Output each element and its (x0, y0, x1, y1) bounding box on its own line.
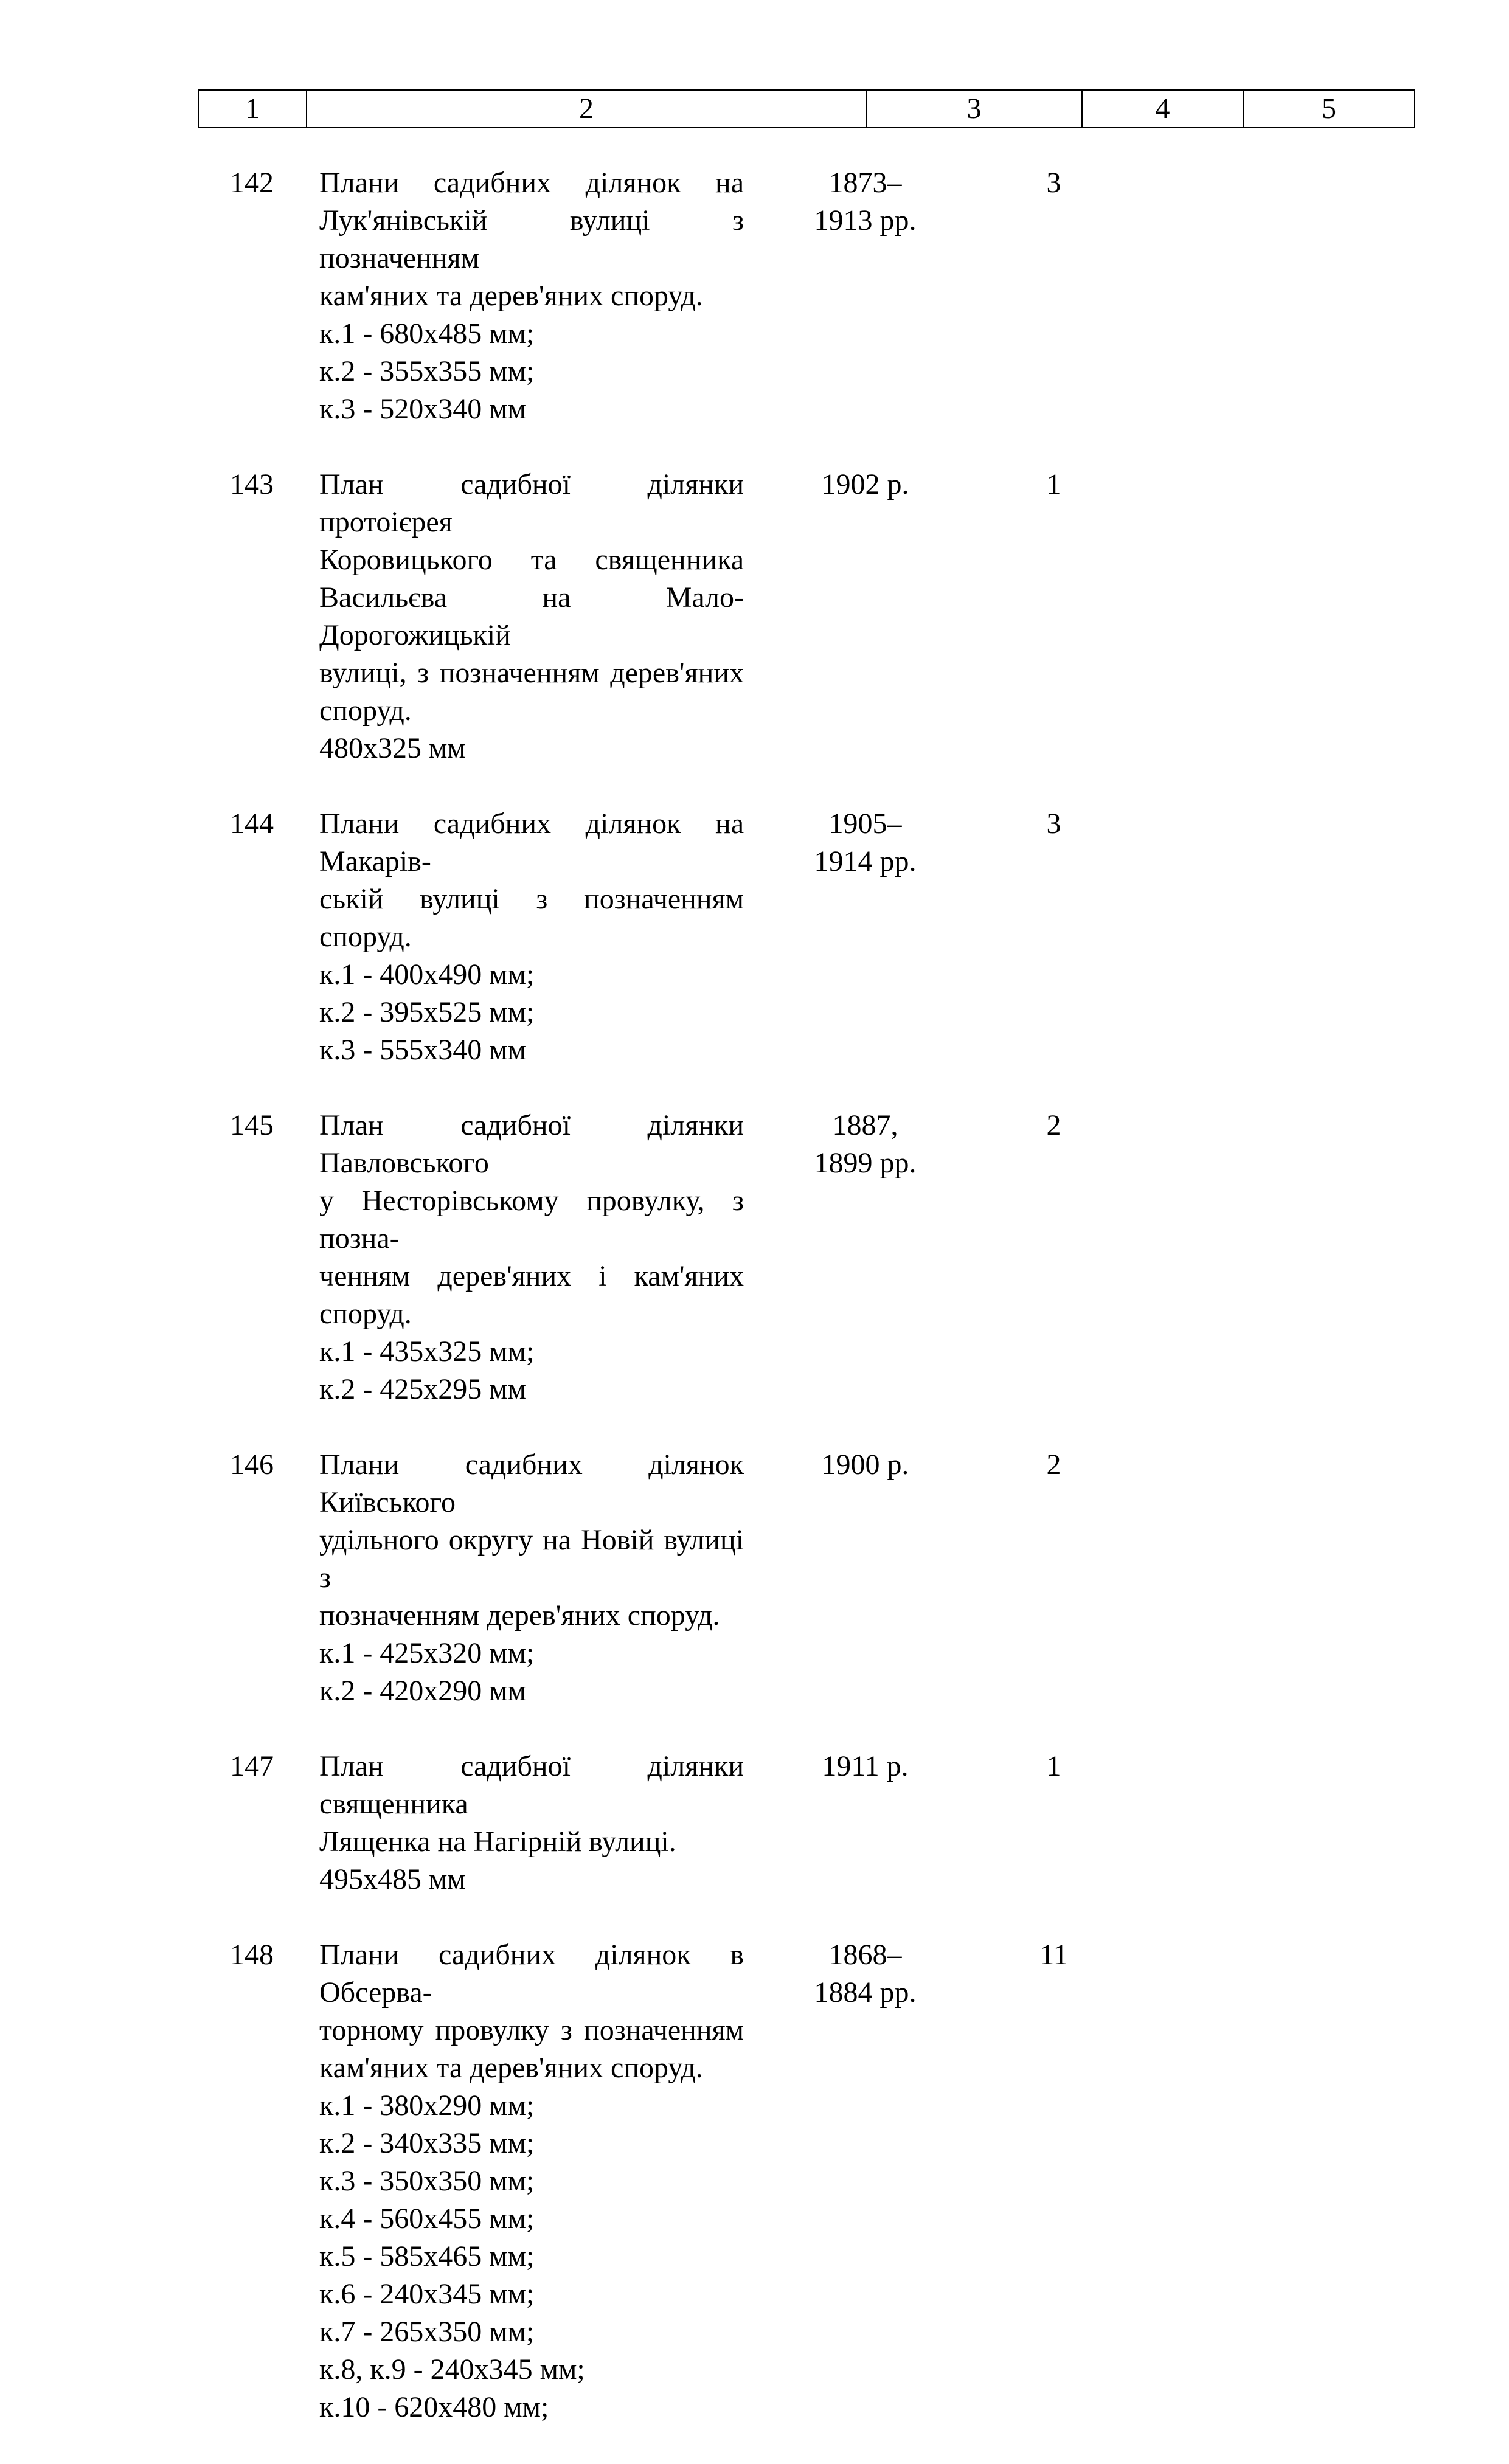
date-line: 1911 р. (822, 1750, 909, 1782)
header-col-3: 3 (866, 90, 1082, 128)
date-line: 1905– (828, 808, 902, 840)
entry-notes (1134, 805, 1296, 1069)
sheet-size: к.3 - 520х340 мм (319, 393, 527, 425)
sheet-size: к.3 - 555х340 мм (319, 1034, 527, 1066)
entry-number: 147 (230, 1750, 274, 1782)
header-col-2: 2 (307, 90, 866, 128)
description-line: удільного округу на Новій вулиці з (319, 1524, 744, 1594)
sheet-size: к.2 - 425х295 мм (319, 1373, 527, 1405)
description-line: позначенням дерев'яних споруд. (319, 1599, 720, 1632)
sheet-count: 1 (1046, 468, 1061, 500)
date-line: 1914 рр. (814, 845, 917, 877)
entry-number: 144 (230, 808, 274, 840)
description-line: Плани садибних ділянок на Макарів- (319, 808, 744, 877)
description-line: кам'яних та дерев'яних споруд. (319, 280, 703, 312)
entry-dates (757, 1748, 973, 1898)
date-line: 1899 рр. (814, 1147, 917, 1179)
description-line: План садибної ділянки священника (319, 1750, 744, 1820)
header-col-5: 5 (1243, 90, 1415, 128)
description-line: вулиці, з позначенням дерев'яних (319, 657, 744, 689)
table-row (198, 805, 1414, 1069)
sheet-size: к.4 - 560х455 мм; (319, 2203, 535, 2235)
entry-dates (757, 805, 973, 1069)
sheet-size: к.2 - 395х525 мм; (319, 996, 535, 1028)
date-line: 1900 р. (821, 1448, 909, 1481)
entry-notes (1134, 1107, 1296, 1408)
entry-notes (1134, 1936, 1296, 2426)
sheet-size: к.6 - 240х345 мм; (319, 2278, 535, 2310)
description-line: Коровицького та священника (319, 544, 744, 576)
sheet-size: 495х485 мм (319, 1863, 466, 1895)
entry-notes (1134, 1748, 1296, 1898)
description-line: Лященка на Нагірній вулиці. (319, 1826, 676, 1858)
sheet-size: к.5 - 585х465 мм; (319, 2240, 535, 2272)
description-line: кам'яних та дерев'яних споруд. (319, 2052, 703, 2084)
header-col-4: 4 (1082, 90, 1243, 128)
sheet-size: к.1 - 425х320 мм; (319, 1637, 535, 1669)
sheet-count: 2 (1046, 1109, 1061, 1141)
table-row (198, 1936, 1414, 2426)
description-line: План садибної ділянки протоієрея (319, 468, 744, 538)
entry-notes (1134, 1446, 1296, 1710)
sheet-size: к.1 - 380х290 мм; (319, 2089, 535, 2122)
entry-number: 146 (230, 1448, 274, 1481)
sheet-size: к.3 - 350х350 мм; (319, 2165, 535, 2197)
description-line: Плани садибних ділянок Київського (319, 1448, 744, 1518)
description-line: ченням дерев'яних і кам'яних споруд. (319, 1260, 744, 1330)
entry-description (198, 1748, 757, 1898)
sheet-size: к.1 - 400х490 мм; (319, 958, 535, 991)
column-number-header (198, 89, 1415, 128)
description-line: торному провулку з позначенням (319, 2014, 744, 2046)
sheet-size: к.10 - 620х480 мм; (319, 2391, 549, 2423)
entry-dates (757, 164, 973, 428)
date-line: 1902 р. (821, 468, 909, 500)
sheet-count: 11 (1039, 1939, 1068, 1971)
entry-description (198, 1107, 757, 1408)
entry-dates (757, 1446, 973, 1710)
entry-number: 148 (230, 1939, 274, 1971)
entry-number: 145 (230, 1109, 274, 1141)
entry-dates (757, 466, 973, 767)
sheet-size: к.2 - 420х290 мм (319, 1675, 527, 1707)
date-line: 1887, (832, 1109, 898, 1141)
sheet-count: 3 (1046, 808, 1061, 840)
sheet-size: к.1 - 435х325 мм; (319, 1335, 535, 1368)
table-row (198, 164, 1414, 428)
entry-description (198, 164, 757, 428)
date-line: 1913 рр. (814, 204, 917, 237)
header-row (198, 90, 1415, 128)
entry-description (198, 805, 757, 1069)
sheet-size: к.8, к.9 - 240х345 мм; (319, 2353, 585, 2386)
sheet-size: 480х325 мм (319, 732, 466, 764)
entry-dates (757, 1936, 973, 2426)
entry-description (198, 1446, 757, 1710)
entry-notes (1134, 466, 1296, 767)
table-row (198, 466, 1414, 767)
description-line: у Несторівському провулку, з позна- (319, 1185, 744, 1254)
entry-description (198, 466, 757, 767)
sheet-count: 2 (1046, 1448, 1061, 1481)
description-line: План садибної ділянки Павловського (319, 1109, 744, 1179)
description-line: Васильєва на Мало-Дорогожицькій (319, 581, 744, 651)
description-line: Лук'янівській вулиці з позначенням (319, 204, 744, 274)
entry-number: 143 (230, 468, 274, 500)
description-line: споруд. (319, 694, 412, 727)
entry-number: 142 (230, 167, 274, 199)
sheet-count: 3 (1046, 167, 1061, 199)
entry-notes (1134, 164, 1296, 428)
description-line: ській вулиці з позначенням споруд. (319, 883, 744, 953)
sheet-size: к.2 - 340х335 мм; (319, 2127, 535, 2159)
description-line: Плани садибних ділянок в Обсерва- (319, 1939, 744, 2009)
table-row (198, 1748, 1414, 1898)
table-row (198, 1446, 1414, 1710)
entry-dates (757, 1107, 973, 1408)
sheet-size: к.2 - 355х355 мм; (319, 355, 535, 387)
sheet-size: к.7 - 265х350 мм; (319, 2316, 535, 2348)
date-line: 1873– (828, 167, 902, 199)
sheet-count: 1 (1046, 1750, 1061, 1782)
entries-list (198, 164, 1414, 2464)
entry-description (198, 1936, 757, 2426)
date-line: 1868– (828, 1939, 902, 1971)
sheet-size: к.1 - 680х485 мм; (319, 317, 535, 350)
table-row (198, 1107, 1414, 1408)
date-line: 1884 рр. (814, 1976, 917, 2009)
header-col-1: 1 (198, 90, 307, 128)
description-line: Плани садибних ділянок на (319, 167, 744, 199)
